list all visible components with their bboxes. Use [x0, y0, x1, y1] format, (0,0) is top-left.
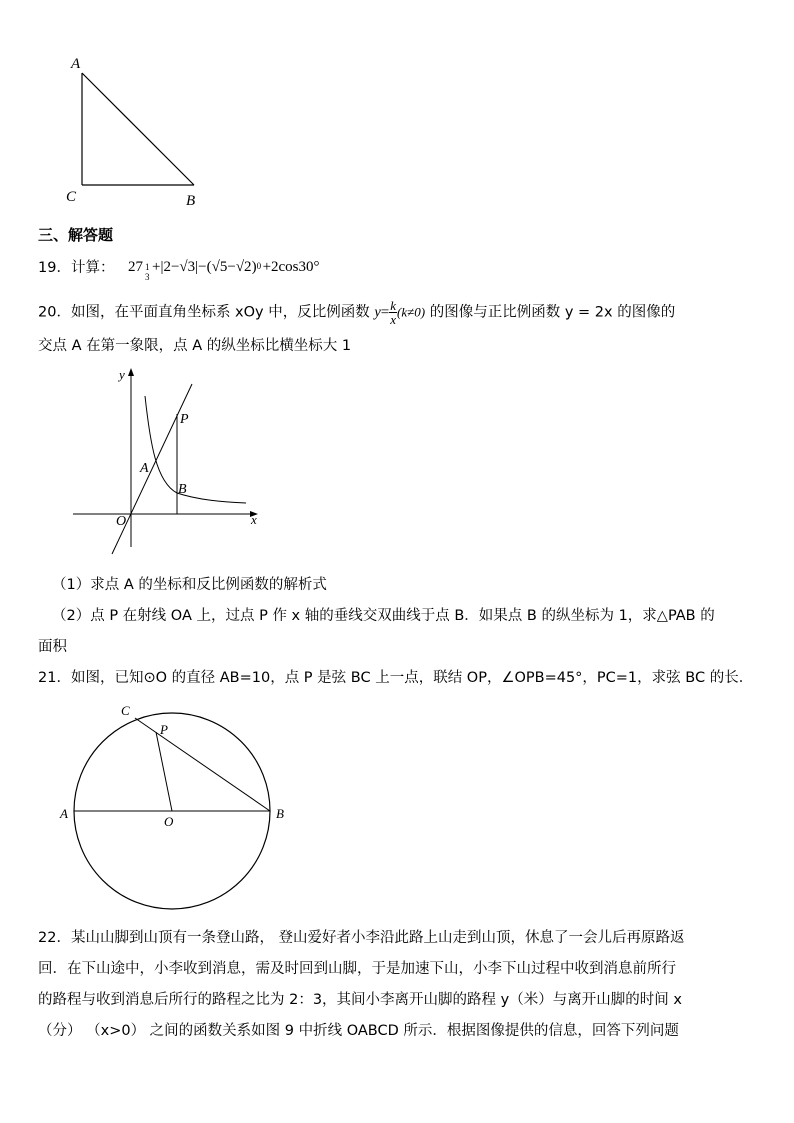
q19-label: 19．计算： [38, 260, 115, 276]
q20-func-k: k [390, 298, 397, 313]
q19-exp-den: 3 [145, 272, 150, 282]
graph-label-o: O [116, 514, 127, 529]
q19-expression [128, 259, 320, 281]
q22-line4: （分） （x>0） 之间的函数关系如图 9 中折线 OABCD 所示．根据图像提供的信息，回答下列问题 [38, 1023, 679, 1039]
graph-figure [68, 362, 268, 562]
circle-figure [55, 700, 295, 915]
q20-line2: 交点 A 在第一象限，点 A 的纵坐标比横坐标大 1 [38, 338, 352, 354]
circle-label-a: A [60, 806, 68, 821]
q19-part1: +|2− [152, 259, 180, 275]
triangle-label-c: C [66, 189, 77, 205]
q19-part3: ) [251, 259, 257, 275]
q21-text: 21．如图，已知⊙O 的直径 AB=10，点 P 是弦 BC 上一点，联结 OP，∠OPB=45°，PC=1，求弦 BC 的长． [38, 670, 754, 686]
triangle-figure [55, 50, 215, 215]
q20-sub2-line2: 面积 [38, 639, 67, 655]
q19-minus: − [227, 259, 236, 275]
circle-label-b: B [276, 806, 284, 821]
q19-part2: |−( [195, 259, 212, 275]
graph-label-x: x [251, 512, 257, 527]
graph-label-a: A [140, 461, 149, 476]
graph-label-b: B [178, 482, 187, 497]
q19-zero: 0 [256, 261, 262, 271]
q20-line1 [38, 299, 675, 326]
q20-line1-a: 20．如图，在平面直角坐标系 xOy 中，反比例函数 [38, 304, 370, 321]
q19-exp-num: 1 [145, 262, 150, 272]
q22-line1: 22．某山山脚到山顶有一条登山路， 登山爱好者小李沿此路上山走到山顶，休息了一会儿后再原路返 [38, 930, 685, 946]
q20-sub2-line1: （2）点 P 在射线 OA 上，过点 P 作 x 轴的垂线交双曲线于点 B．如果点 B 的纵坐标为 1，求△PAB 的 [52, 608, 715, 624]
q20-sub1: （1）求点 A 的坐标和反比例函数的解析式 [52, 577, 327, 593]
section-heading: 三、解答题 [38, 226, 114, 244]
circle-label-c: C [121, 703, 130, 718]
q19-part4: +2cos30° [262, 259, 320, 275]
graph-label-y: y [119, 367, 125, 382]
q19-sqrt2: √2 [235, 259, 252, 275]
circle-label-o: O [164, 814, 174, 829]
triangle-label-b: B [186, 193, 196, 209]
q20-func-cond: (k≠0) [397, 304, 426, 320]
circle-label-p: P [160, 722, 168, 737]
q19-sqrt3: √3 [179, 259, 196, 275]
graph-label-p: P [180, 412, 189, 427]
q20-func-x: x [390, 312, 397, 327]
triangle-label-a: A [71, 56, 81, 72]
q19-sqrt5: √5 [211, 259, 228, 275]
q20-func-frac [389, 299, 397, 326]
q20-func-eq: = [380, 304, 390, 321]
q20-line1-b: 的图像与正比例函数 y = 2x 的图像的 [429, 304, 676, 321]
q19-base: 27 [128, 259, 143, 275]
q22-line2: 回．在下山途中，小李收到消息，需及时回到山脚，于是加速下山，小李下山过程中收到消息前所行 [38, 961, 676, 977]
q20-func-y: y [374, 304, 381, 321]
q22-line3: 的路程与收到消息后所行的路程之比为 2：3，其间小李离开山脚的路程 y（米）与离开山脚的时间 x [38, 992, 682, 1008]
